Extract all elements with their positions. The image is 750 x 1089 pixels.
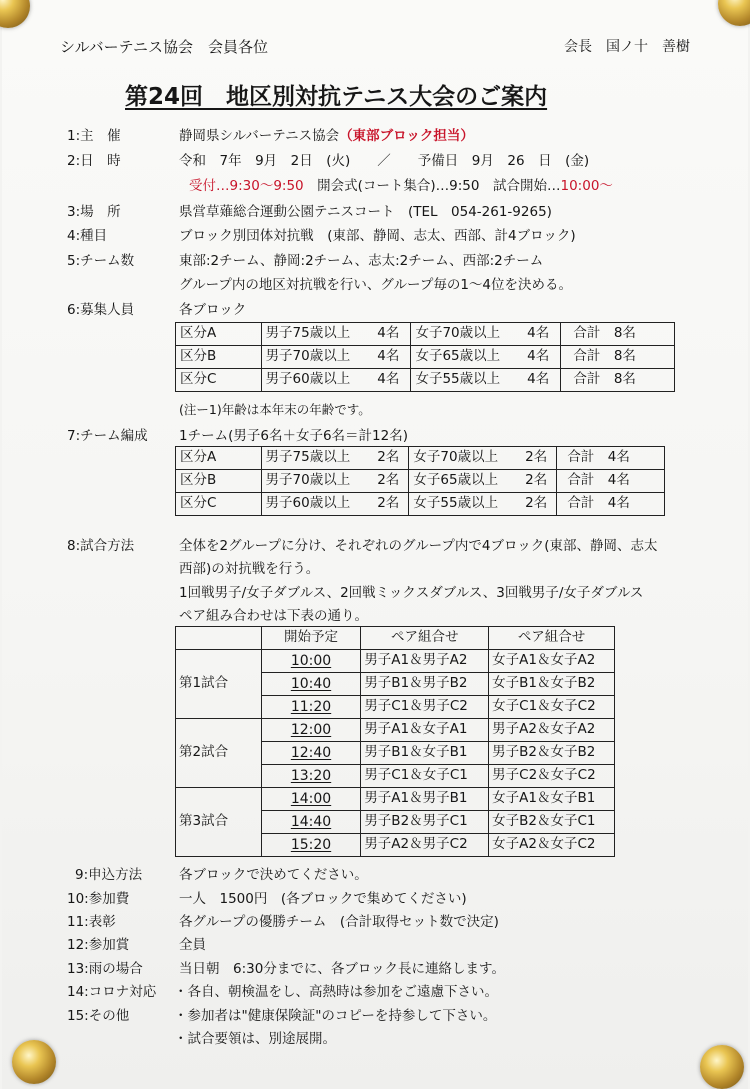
table-row: 区分C 男子60歳以上 4名 女子55歳以上 4名 合計 8名: [176, 369, 675, 392]
match-schedule-table: [175, 626, 615, 857]
match-group-label: 第1試合: [176, 650, 262, 719]
age-note: (注ー1)年齢は本年末の年齢です。: [179, 402, 371, 417]
match-group-label: 第3試合: [176, 788, 262, 857]
item-label: 5:チーム数: [67, 253, 135, 269]
team-table: [175, 446, 665, 516]
rain-text: 当日朝 6:30分までに、各ブロック長に連絡します。: [179, 961, 505, 977]
table-row: 第2試合 12:00 男子A1＆女子A1 男子A2＆女子A2: [176, 719, 615, 742]
event-text: ブロック別団体対抗戦 (東部、静岡、志太、西部、計4ブロック): [179, 228, 576, 244]
recruit-table: [175, 322, 675, 392]
item-label: 1:主 催: [67, 128, 121, 144]
item-label: 7:チーム編成: [67, 428, 148, 444]
table-header-row: 開始予定 ペア組合せ ペア組合せ: [176, 627, 615, 650]
match-group-label: 第2試合: [176, 719, 262, 788]
table-row: 区分C 男子60歳以上 2名 女子55歳以上 2名 合計 4名: [176, 493, 665, 516]
table-row: 11:20 男子C1＆男子C2 女子C1＆女子C2: [176, 696, 615, 719]
organizer-text: 静岡県シルバーテニス協会（東部ブロック担当）: [179, 128, 474, 144]
table-row: 区分A 男子75歳以上 2名 女子70歳以上 2名 合計 4名: [176, 447, 665, 470]
item-label: 3:場 所: [67, 204, 121, 220]
table-row: 区分A 男子75歳以上 4名 女子70歳以上 4名 合計 8名: [176, 323, 675, 346]
item-label: 14:コロナ対応: [67, 984, 157, 1000]
item-label: 4:種目: [67, 228, 108, 244]
header-sender: 会長 国ノ十 善樹: [564, 39, 690, 55]
table-row: 第1試合 10:00 男子A1＆男子A2 女子A1＆女子A2: [176, 650, 615, 673]
recruit-text: 各ブロック: [179, 302, 247, 318]
item-label: 11:表彰: [67, 914, 116, 930]
date-text: 令和 7年 9月 2日 (火) ／ 予備日 9月 26 日 (金): [179, 153, 590, 169]
item-label: 15:その他: [67, 1008, 130, 1024]
method-text-2: 西部)の対抗戦を行う。: [179, 561, 320, 577]
page-title: 第24回 地区別対抗テニス大会のご案内: [125, 84, 548, 110]
prize-text: 全員: [179, 937, 206, 953]
table-row: 第3試合 14:00 男子A1＆男子B1 女子A1＆女子B1: [176, 788, 615, 811]
organizer-note: （東部ブロック担当）: [339, 128, 474, 144]
table-row: 区分B 男子70歳以上 4名 女子65歳以上 4名 合計 8名: [176, 346, 675, 369]
item-label: 8:試合方法: [67, 538, 135, 554]
thumbtack-icon: [700, 1045, 744, 1089]
thumbtack-icon: [12, 1040, 56, 1084]
covid-text: ・各自、朝検温をし、高熱時は参加をご遠慮下さい。: [174, 984, 498, 1000]
table-row: 14:40 男子B2＆男子C1 女子B2＆女子C1: [176, 811, 615, 834]
venue-text: 県営草薙総合運動公園テニスコート (TEL 054-261-9265): [179, 204, 552, 220]
award-text: 各グループの優勝チーム (合計取得セット数で決定): [179, 914, 499, 930]
other-text: ・参加者は"健康保険証"のコピーを持参して下さい。: [174, 1008, 497, 1024]
opening-time: 開会式(コート集合)…9:50 試合開始…: [317, 178, 561, 194]
item-label: 13:雨の場合: [67, 961, 143, 977]
item-label: 2:日 時: [67, 153, 121, 169]
teams-text: 東部:2チーム、静岡:2チーム、志太:2チーム、西部:2チーム: [179, 253, 544, 269]
item-label: 9:申込方法: [75, 867, 143, 883]
item-label: 12:参加賞: [67, 937, 130, 953]
table-row: 15:20 男子A2＆男子C2 女子A2＆女子C2: [176, 834, 615, 857]
header-recipients: シルバーテニス協会 会員各位: [60, 38, 268, 56]
schedule-line: [189, 180, 613, 194]
reception-time: 受付…9:30〜9:50: [189, 178, 304, 194]
team-comp-text: 1チーム(男子6名＋女子6名＝計12名): [179, 428, 408, 444]
table-row: 13:20 男子C1＆女子C1 男子C2＆女子C2: [176, 765, 615, 788]
item-label: 10:参加費: [67, 891, 130, 907]
method-text-3: 1回戦男子/女子ダブルス、2回戦ミックスダブルス、3回戦男子/女子ダブルス: [179, 585, 644, 601]
other-text-2: ・試合要領は、別途展開。: [174, 1031, 336, 1047]
notice-sheet: [2, 0, 748, 1089]
method-text: 全体を2グループに分け、それぞれのグループ内で4ブロック(東部、静岡、志太: [179, 538, 658, 554]
start-time: 10:00〜: [560, 178, 613, 194]
method-text-4: ペア組み合わせは下表の通り。: [179, 608, 368, 624]
fee-text: 一人 1500円 (各ブロックで集めてください): [179, 891, 467, 907]
table-row: 12:40 男子B1＆女子B1 男子B2＆女子B2: [176, 742, 615, 765]
application-text: 各ブロックで決めてください。: [179, 867, 368, 883]
table-row: 10:40 男子B1＆男子B2 女子B1＆女子B2: [176, 673, 615, 696]
item-label: 6:募集人員: [67, 302, 135, 318]
table-row: 区分B 男子70歳以上 2名 女子65歳以上 2名 合計 4名: [176, 470, 665, 493]
teams-text-2: グループ内の地区対抗戦を行い、グループ毎の1〜4位を決める。: [179, 277, 573, 293]
